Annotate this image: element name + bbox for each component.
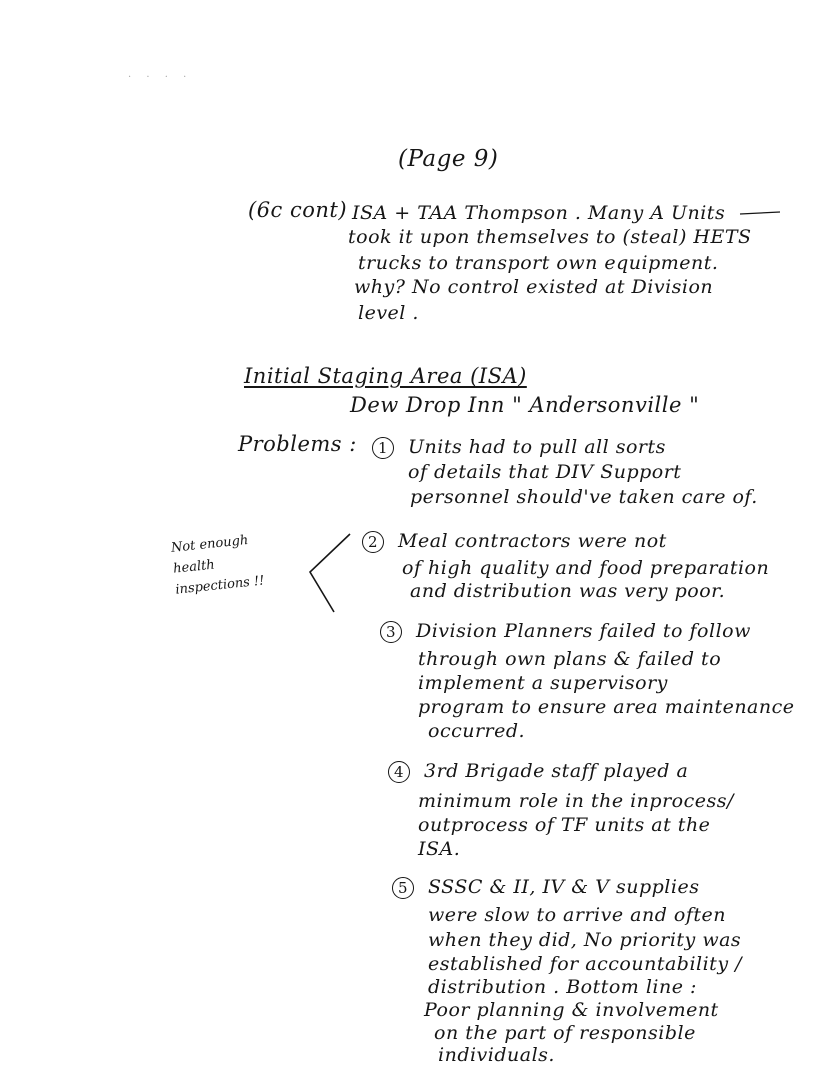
section-subtitle: Dew Drop Inn " Andersonville " [350, 393, 700, 417]
problem-number: 1 [372, 437, 394, 459]
problem-line: outprocess of TF units at the [418, 814, 711, 836]
margin-note-line: inspections !! [174, 573, 266, 598]
problem-line: minimum role in the inprocess/ [418, 790, 734, 812]
problem-line: established for accountability / [428, 953, 742, 975]
margin-note-line: health [172, 557, 216, 577]
intro-line: took it upon themselves to (steal) HETS [348, 226, 752, 248]
problem-line: distribution . Bottom line : [428, 976, 697, 998]
problem-line: SSSC & II, IV & V supplies [428, 876, 700, 898]
problem-line: personnel should've taken care of. [410, 486, 758, 508]
problem-line: Division Planners failed to follow [416, 620, 751, 642]
problem-line: 3rd Brigade staff played a [424, 760, 689, 782]
problem-line: of details that DIV Support [408, 461, 682, 483]
intro-line: level . [358, 302, 419, 324]
intro-label: (6c cont) [248, 198, 348, 222]
problem-line: through own plans & failed to [418, 648, 722, 670]
problem-line: and distribution was very poor. [410, 580, 726, 602]
problem-line: Units had to pull all sorts [408, 436, 666, 458]
section-title: Initial Staging Area (ISA) [244, 364, 527, 388]
intro-line: ISA + TAA Thompson . Many A Units [352, 202, 726, 224]
margin-note-line: Not enough [170, 532, 249, 556]
intro-line: trucks to transport own equipment. [358, 252, 719, 274]
problem-line: Meal contractors were not [398, 530, 667, 552]
problem-item [388, 760, 688, 783]
problem-line: individuals. [438, 1044, 555, 1066]
problem-line: when they did, No priority was [428, 929, 742, 951]
problem-number: 4 [388, 761, 410, 783]
problem-number: 3 [380, 621, 402, 643]
problem-item [392, 876, 699, 899]
problem-line: ISA. [418, 838, 461, 860]
intro-line: why? No control existed at Division [354, 276, 714, 298]
problem-number: 2 [362, 531, 384, 553]
scan-speckles: · · · · [128, 72, 193, 83]
problem-line: on the part of responsible [434, 1022, 696, 1044]
problem-line: Poor planning & involvement [424, 999, 719, 1021]
problem-line: implement a supervisory [418, 672, 668, 694]
problem-item [362, 530, 667, 553]
problem-line: were slow to arrive and often [428, 904, 726, 926]
problem-line: program to ensure area maintenance [418, 696, 795, 718]
problem-line: of high quality and food preparation [402, 557, 770, 579]
problem-line: occurred. [428, 720, 526, 742]
page-label: (Page 9) [398, 146, 499, 172]
problems-label: Problems : [238, 432, 357, 456]
problem-item [380, 620, 751, 643]
problem-item [372, 436, 666, 459]
problem-number: 5 [392, 877, 414, 899]
